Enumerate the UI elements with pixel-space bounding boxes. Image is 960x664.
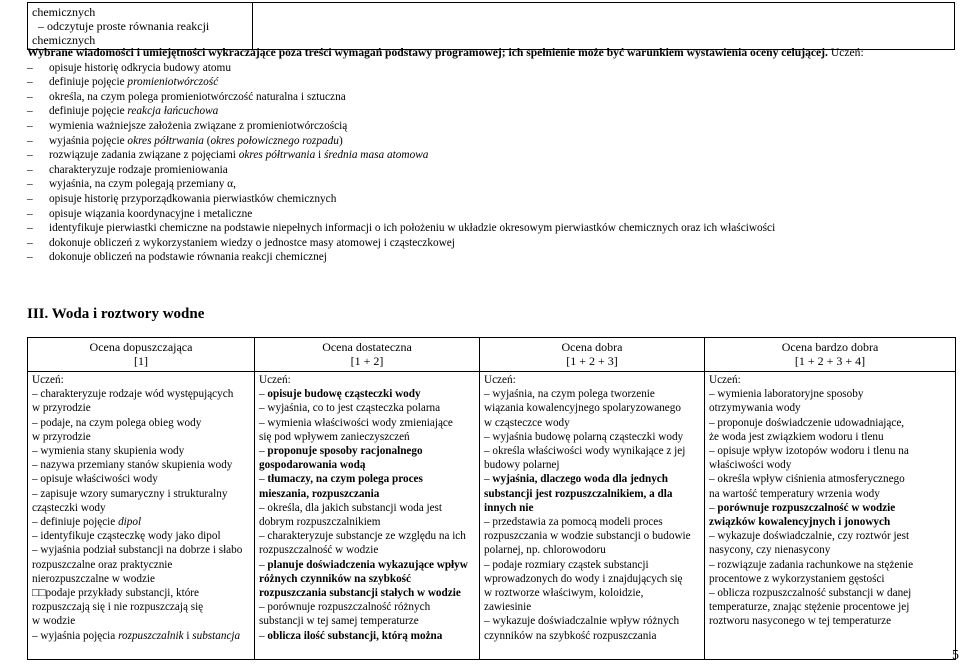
text-segment: innych nie [484,501,534,514]
text-segment: opisuje historię przyporządkowania pierwiastków chemicznych [49,192,337,205]
grade-line [259,586,476,600]
grade-line [484,543,701,557]
grade-line [484,600,701,614]
grade-line [484,444,701,458]
grade-line [259,458,476,472]
text-segment: – wyjaśnia budowę polarną cząsteczki wody [484,430,684,443]
text-segment: rozwiązuje zadania związane z pojęciami [49,149,239,162]
grade-line [484,501,701,515]
grade-line [32,458,251,472]
text-segment: planuje doświadczenia wykazujące wpływ [267,558,468,571]
text-segment: – zapisuje wzory sumaryczny i strukturalny [32,487,228,500]
text-segment: rozpuszczalnik [118,629,184,642]
grade-line [259,472,476,486]
requirement-item [27,104,955,119]
text-segment: określa, na czym polega promieniotwórczość naturalna i sztuczna [49,90,346,103]
requirement-item [27,207,955,222]
grade-header: Ocena dobra [1 + 2 + 3] [480,338,705,372]
text-segment: nierozpuszczalne w wodzie [32,572,156,585]
dash-bullet: – [27,251,33,264]
text-segment: w wodzie [32,615,76,628]
text-segment: – rozwiązuje zadania rachunkowe na stężenie [709,558,914,571]
text-segment: – nazywa przemiany stanów skupienia wody [32,459,233,472]
text-segment: definiuje pojęcie [49,76,128,89]
text-segment: ) [338,134,343,147]
extended-requirements [27,46,955,265]
grade-line [32,501,251,515]
grade-column-cell [255,372,480,660]
text-segment: opisuje budowę cząsteczki wody [267,388,421,401]
text-segment: roztworu nasyconego w tej temperaturze [709,615,892,628]
grade-line [709,558,952,572]
text-segment: nasycony, czy nienasycony [709,544,831,557]
extended-intro: Wybrane wiadomości i umiejętności wykraczające poza treści wymagań podstawy programowej; ich spełnienie może być warunkiem wystawienia oceny celującej. Uczeń: [27,46,864,59]
text-segment: budowy polarnej [484,459,560,472]
text-segment: – [259,558,268,571]
text-segment: dokonuje obliczeń na podstawie równania reakcji chemicznej [49,251,327,264]
dash-bullet: – [27,163,33,176]
grade-line [709,586,952,600]
grade-header: Ocena dostateczna [1 + 2] [255,338,480,372]
text-segment: – [259,473,268,486]
text-segment: Uczeń: [32,374,64,386]
text-segment: i [183,629,193,642]
extended-list [27,61,955,265]
grade-header: Ocena dopuszczająca [1] [28,338,255,372]
empty-cell [253,3,955,50]
text-segment: różnych czynników na szybkość [259,572,411,585]
requirement-item [27,192,955,207]
cell-line: chemicznych [32,33,96,47]
text-segment: – wymienia laboratoryjne sposoby [709,388,864,401]
text-segment: średnia masa atomowa [324,149,429,162]
dash-bullet: – [27,207,33,220]
grade-line [32,401,251,415]
grades-header-row [28,338,956,372]
text-segment: okres półtrwania [127,134,204,147]
text-segment: – wykazuje doświadczalnie wpływ różnych [484,615,680,628]
section-title: III. Woda i roztwory wodne [27,306,205,322]
grade-line [709,472,952,486]
text-segment: substancji jest rozpuszczalnikiem, a dla [484,487,673,500]
text-segment: substancji w tej samej temperaturze [259,615,419,628]
text-segment: rozpuszczania w wodzie substancji o budowie [484,530,691,543]
requirement-item [27,75,955,90]
grade-line [259,487,476,501]
cell-line: – odczytuje proste równania reakcji [38,19,210,33]
grade-line [32,586,251,600]
grade-line [484,586,701,600]
text-segment: oblicza ilość substancji, którą można [267,629,443,642]
text-segment: opisuje wiązania koordynacyjne i metaliczne [49,207,253,220]
text-segment: że woda jest związkiem wodoru i tlenu [709,430,884,443]
grade-line [32,614,251,628]
text-segment: charakteryzuje rodzaje promieniowania [49,163,228,176]
grade-line [709,387,952,401]
grade-line [484,458,701,472]
text-segment: – podaje, na czym polega obieg wody [32,416,202,429]
text-segment: – wyjaśnia, co to jest cząsteczka polarna [259,402,441,415]
grade-line [32,416,251,430]
grade-line [259,444,476,458]
text-segment: – wymienia właściwości wody zmieniające [259,416,453,429]
grade-line [32,515,251,529]
grades-table [27,337,956,660]
text-segment: cząsteczki wody [32,501,106,514]
grade-line [259,614,476,628]
text-segment: czynników na szybkość rozpuszczania [484,629,657,642]
text-segment: gospodarowania wodą [259,459,366,472]
text-segment: Uczeń: [484,374,516,386]
grade-line [709,515,952,529]
text-segment: w przyrodzie [32,402,91,415]
grade-line [709,543,952,557]
grade-line [484,529,701,543]
dash-bullet: – [27,105,33,118]
grade-line [484,487,701,501]
text-segment: w roztworze właściwym, koloidzie, [484,587,644,600]
text-segment: w przyrodzie [32,430,91,443]
text-segment: – definiuje pojęcie [32,516,119,529]
grade-line [32,387,251,401]
text-segment: związków kowalencyjnych i jonowych [709,516,891,529]
text-segment: □□podaje przykłady substancji, które [32,587,199,600]
grade-line [259,600,476,614]
grade-line [32,558,251,572]
grade-line [259,387,476,401]
previous-grade-table [27,2,955,50]
grade-line [484,387,701,401]
grade-line [709,614,952,628]
grade-line [709,373,952,387]
text-segment: – wyjaśnia, na czym polega tworzenie [484,388,655,401]
text-segment: porównuje rozpuszczalność w wodzie [717,501,896,514]
grade-line [259,529,476,543]
grade-column-cell [705,372,956,660]
grade-line [709,416,952,430]
grade-line [484,515,701,529]
text-segment: dipol [118,516,142,529]
text-segment: proponuje sposoby racjonalnego [267,445,423,458]
grade-line [259,558,476,572]
text-segment: tłumaczy, na czym polega proces [267,473,423,486]
text-segment: wymienia ważniejsze założenia związane z promieniotwórczością [49,119,348,132]
text-segment: substancja [192,629,241,642]
grade-line [484,430,701,444]
text-segment: – wykazuje doświadczalnie, czy roztwór jest [709,530,910,543]
dash-bullet: – [27,119,33,132]
dash-bullet: – [27,192,33,205]
text-segment: – [709,501,718,514]
grade-line [259,430,476,444]
text-segment: właściwości wody [709,459,792,472]
requirement-item [27,61,955,76]
text-segment: wiązania kowalencyjnego spolaryzowanego [484,402,681,415]
dash-bullet: – [27,178,33,191]
text-segment: mieszania, rozpuszczania [259,487,380,500]
grade-line [484,472,701,486]
grade-line [32,543,251,557]
text-segment: rozpuszczalne oraz praktycznie [32,558,173,571]
grade-line [32,600,251,614]
text-segment: – przedstawia za pomocą modeli proces [484,516,663,529]
text-segment: opisuje historię odkrycia budowy atomu [49,61,231,74]
grade-line [32,373,251,387]
text-segment: okres połowicznego rozpadu [210,134,339,147]
grade-line [709,401,952,415]
grade-line [709,572,952,586]
text-segment: – wyjaśnia pojęcia [32,629,119,642]
text-segment: – charakteryzuje substancje ze względu na ich [259,530,466,543]
text-segment: – wymienia stany skupienia wody [32,445,185,458]
requirement-item [27,250,955,265]
text-segment: wprowadzonych do wody i znajdujących się [484,572,683,585]
text-segment: wyjaśnia pojęcie [49,134,128,147]
grade-line [709,444,952,458]
dash-bullet: – [27,61,33,74]
text-segment: na wartość temperatury wrzenia wody [709,487,880,500]
grade-line [32,430,251,444]
text-segment: – podaje rozmiary cząstek substancji [484,558,649,571]
text-segment: – charakteryzuje rodzaje wód występujących [32,388,234,401]
intro-tail: Uczeń: [830,46,864,59]
text-segment: reakcja łańcuchowa [127,105,219,118]
grade-column-cell [28,372,255,660]
grade-line [709,458,952,472]
text-segment: Uczeń: [259,374,291,386]
text-segment: – porównuje rozpuszczalność różnych [259,601,431,614]
grade-line [484,416,701,430]
text-segment: – [259,629,268,642]
text-segment: – [484,473,493,486]
text-segment: – [259,445,268,458]
text-segment: dokonuje obliczeń z wykorzystaniem wiedzy o jednostce masy atomowej i cząsteczkowej [49,236,455,249]
text-segment: procentowe z wykorzystaniem gęstości [709,572,885,585]
grade-line [259,401,476,415]
text-segment: – wyjaśnia podział substancji na dobrze i słabo [32,544,243,557]
grade-line [709,529,952,543]
requirement-item [27,236,955,251]
grade-line [259,543,476,557]
text-segment: rozpuszczania substancji stałych w wodzie [259,587,461,600]
grade-line [259,629,476,643]
text-segment: w cząsteczce wody [484,416,570,429]
text-segment: Uczeń: [709,374,741,386]
text-segment: – [259,388,268,401]
grade-line [259,373,476,387]
text-segment: wyjaśnia, dlaczego woda dla jednych [492,473,668,486]
requirement-item [27,148,955,163]
text-segment: – identyfikuje cząsteczkę wody jako dipol [32,530,221,543]
dash-bullet: – [27,222,33,235]
text-segment: i [315,149,325,162]
requirement-item [27,119,955,134]
grade-line [709,487,952,501]
page-number: 5 [952,648,959,663]
grade-line [32,487,251,501]
dash-bullet: – [27,76,33,89]
grade-line [259,501,476,515]
requirement-item [27,90,955,105]
grade-line [32,629,251,643]
text-segment: dobrym rozpuszczalnikiem [259,516,381,529]
text-segment: – opisuje właściwości wody [32,473,158,486]
text-segment: promieniotwórczość [127,76,219,89]
requirement-item [27,177,955,192]
text-segment: rozpuszczają się i nie rozpuszczają się [32,601,204,614]
text-segment: definiuje pojęcie [49,105,128,118]
text-segment: polarnej, np. chlorowodoru [484,544,606,557]
dash-bullet: – [27,149,33,162]
text-segment: temperaturze, znając stężenie procentowe jej [709,601,910,614]
text-segment: wyjaśnia, na czym polegają przemiany α, [49,178,236,191]
requirement-item [27,163,955,178]
requirement-item [27,221,955,236]
grade-line [709,600,952,614]
text-segment: okres półtrwania [238,149,316,162]
cell-line: chemicznych [32,5,96,19]
grades-content-row [28,372,956,660]
grade-line [484,572,701,586]
text-segment: – określa wpływ ciśnienia atmosferycznego [709,473,905,486]
previous-grade-cell [28,3,253,50]
text-segment: – opisuje wpływ izotopów wodoru i tlenu na [709,445,909,458]
grade-line [32,572,251,586]
dash-bullet: – [27,134,33,147]
grade-line [709,501,952,515]
grade-line [32,444,251,458]
text-segment: rozpuszczalność w wodzie [259,544,379,557]
text-segment: się pod wpływem zanieczyszczeń [259,430,410,443]
grade-line [484,401,701,415]
dash-bullet: – [27,90,33,103]
grade-column-cell [480,372,705,660]
grade-line [259,515,476,529]
text-segment: – proponuje doświadczenie udowadniające, [709,416,905,429]
grade-line [259,416,476,430]
grade-line [484,558,701,572]
grade-line [484,614,701,628]
grade-line [32,529,251,543]
text-segment: – określa, dla jakich substancji woda jest [259,501,442,514]
grade-line [709,430,952,444]
text-segment: zawiesinie [484,601,532,614]
text-segment: – oblicza rozpuszczalność substancji w danej [709,587,912,600]
text-segment: identyfikuje pierwiastki chemiczne na podstawie niepełnych informacji o ich położeniu w układzie okresowym pierwiastków chemicznych oraz ich właściwości [49,222,776,235]
text-segment: ( [203,134,211,147]
grade-line [484,629,701,643]
grade-line [32,472,251,486]
text-segment: – określa właściwości wody wynikające z jej [484,445,686,458]
grade-header: Ocena bardzo dobra [1 + 2 + 3 + 4] [705,338,956,372]
text-segment: otrzymywania wody [709,402,801,415]
requirement-item [27,134,955,149]
grade-line [484,373,701,387]
dash-bullet: – [27,236,33,249]
grade-line [259,572,476,586]
